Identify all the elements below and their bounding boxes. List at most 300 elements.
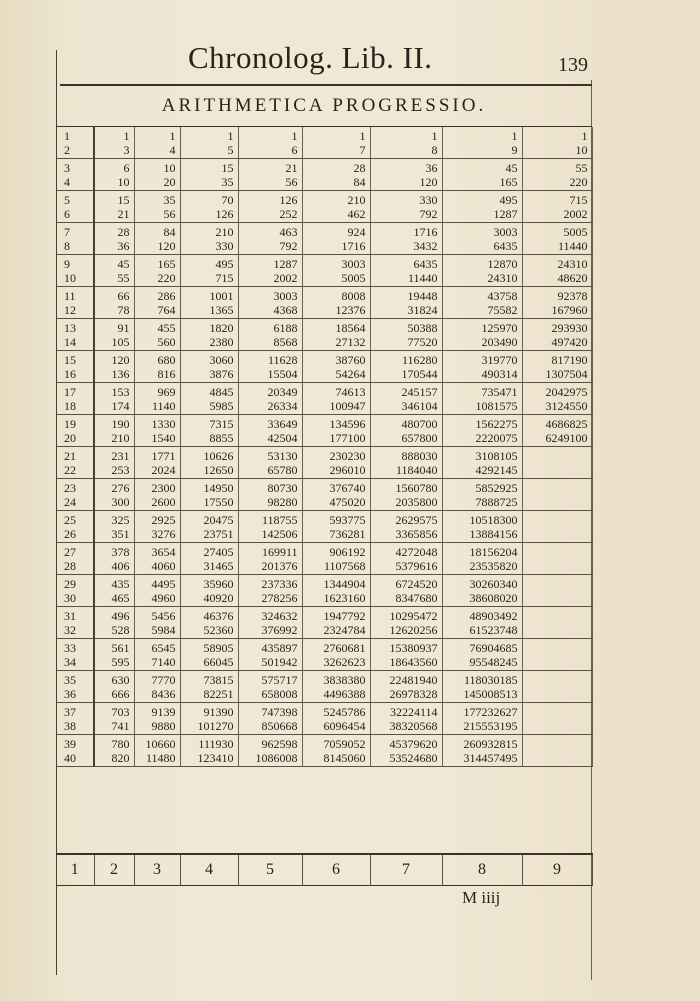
cell-value: 5984 [151,622,176,637]
table-cell [134,575,180,607]
running-title: Chronolog. Lib. II. [188,40,433,75]
table-cell [522,223,592,255]
cell-value: 53524680 [389,750,438,765]
cell-value: 5 [227,142,234,157]
cell-value: 658008 [261,686,298,701]
row-number: 23 [64,480,76,495]
table-cell [180,543,238,575]
cell-value [523,449,588,463]
cell-value: 118030185 [463,672,518,687]
cell-value: 2035800 [395,494,438,509]
cell-value [523,545,588,559]
cell-value: 495 [499,192,518,207]
table-cell [238,735,302,767]
cell-value: 32224114 [389,704,438,719]
table-cell [94,223,134,255]
cell-value: 15504 [267,366,298,381]
cell-value: 8 [431,142,438,157]
table-cell [238,447,302,479]
row-number: 24 [64,494,76,509]
cell-value: 11440 [407,270,438,285]
table-cell [302,639,370,671]
table-cell [238,255,302,287]
table-cell [522,351,592,383]
table-cell [238,703,302,735]
cell-value: 1 [227,128,234,143]
cell-value: 260932815 [463,736,518,751]
cell-value: 28 [117,224,130,239]
cell-value: 462 [347,206,366,221]
table-cell [180,287,238,319]
cell-value [523,623,588,637]
cell-value: 45 [117,256,130,271]
row-number: 5 [64,192,70,207]
cell-value: 764 [157,302,176,317]
cell-value: 82251 [203,686,234,701]
table-cell [94,159,134,191]
cell-value: 9139 [151,704,176,719]
cell-value: 816 [157,366,176,381]
table-cell [442,511,522,543]
table-cell [180,511,238,543]
cell-value: 4292145 [475,462,518,477]
cell-value: 203490 [481,334,518,349]
cell-value [523,705,588,719]
row-number: 1 [64,128,70,143]
cell-value: 56 [163,206,176,221]
cell-value: 1 [169,128,176,143]
progression-table [56,127,593,767]
row-number: 27 [64,544,76,559]
table-cell [94,351,134,383]
cell-value: 1771 [151,448,176,463]
row-number-cell [56,127,94,159]
cell-value: 1716 [341,238,366,253]
table-cell [134,479,180,511]
table-cell [180,479,238,511]
table-cell [94,735,134,767]
table-cell [522,607,592,639]
cell-value: 680 [157,352,176,367]
table-cell [302,735,370,767]
cell-value: 1086008 [255,750,298,765]
cell-value: 2760681 [323,640,366,655]
cell-value: 406 [111,558,130,573]
cell-value: 293930 [551,320,588,335]
cell-value: 80730 [267,480,298,495]
cell-value: 169911 [261,544,298,559]
cell-value: 215553195 [463,718,518,733]
cell-value: 6096454 [323,718,366,733]
cell-value: 666 [111,686,130,701]
row-number-cell [56,319,94,351]
cell-value [523,481,588,495]
cell-value [523,719,588,733]
cell-value: 6724520 [395,576,438,591]
cell-value: 1365 [209,302,234,317]
cell-value: 1560780 [395,480,438,495]
cell-value: 11440 [557,238,588,253]
cell-value: 125970 [481,320,518,335]
table-cell [94,255,134,287]
table-cell [442,415,522,447]
cell-value: 65780 [267,462,298,477]
cell-value: 560 [157,334,176,349]
table-cell [180,319,238,351]
cell-value: 253 [111,462,130,477]
cell-value: 12376 [335,302,366,317]
table-cell [180,735,238,767]
row-number: 12 [64,302,76,317]
row-number-cell [56,639,94,671]
cell-value: 75582 [487,302,518,317]
cell-value: 7140 [151,654,176,669]
cell-value: 8145060 [323,750,366,765]
cell-value: 2300 [151,480,176,495]
cell-value: 10660 [145,736,176,751]
table-cell [180,575,238,607]
table-cell [238,543,302,575]
cell-value: 55 [117,270,130,285]
cell-value: 12620256 [389,622,438,637]
signature-mark: M iiij [462,888,501,907]
table-cell [370,191,442,223]
cell-value: 561 [111,640,130,655]
table-cell [180,703,238,735]
row-number: 16 [64,366,76,381]
table-cell [370,255,442,287]
table-cell [94,511,134,543]
cell-value: 319770 [481,352,518,367]
cell-value: 13884156 [469,526,518,541]
cell-value: 98280 [267,494,298,509]
row-number: 14 [64,334,76,349]
cell-value: 3108105 [475,448,518,463]
cell-value: 924 [347,224,366,239]
row-number-cell [56,543,94,575]
cell-value: 123410 [197,750,234,765]
cell-value [523,641,588,655]
cell-value: 490314 [481,366,518,381]
table-cell [134,735,180,767]
row-number: 34 [64,654,76,669]
cell-value: 1287 [273,256,298,271]
table-cell [180,351,238,383]
cell-value: 45 [505,160,518,175]
cell-value: 42504 [267,430,298,445]
row-number: 15 [64,352,76,367]
table-cell [522,735,592,767]
cell-value: 595 [111,654,130,669]
cell-value: 575717 [261,672,298,687]
cell-value: 969 [157,384,176,399]
cell-value: 10518300 [469,512,518,527]
cell-value: 26334 [267,398,298,413]
cell-value: 5985 [209,398,234,413]
table-cell [370,607,442,639]
cell-value: 5456 [151,608,176,623]
table-cell [302,543,370,575]
table-row [56,447,592,479]
cell-value: 496 [111,608,130,623]
cell-value: 5005 [341,270,366,285]
cell-value: 2629575 [395,512,438,527]
cell-value: 1330 [151,416,176,431]
table-cell [522,287,592,319]
cell-value: 145008513 [463,686,518,701]
cell-value: 351 [111,526,130,541]
cell-value: 27132 [335,334,366,349]
table-cell [442,223,522,255]
table-cell [134,447,180,479]
cell-value: 4495 [151,576,176,591]
table-cell [442,479,522,511]
cell-value: 22481940 [389,672,438,687]
cell-value: 12870 [487,256,518,271]
table-cell [302,575,370,607]
table-cell [370,479,442,511]
cell-value [523,673,588,687]
cell-value: 4060 [151,558,176,573]
cell-value: 48620 [557,270,588,285]
column-index: 2 [94,854,134,886]
cell-value: 52360 [203,622,234,637]
table-cell [522,479,592,511]
table-cell [134,607,180,639]
cell-value: 3876 [209,366,234,381]
cell-value: 10 [575,142,588,157]
cell-value: 278256 [261,590,298,605]
table-cell [522,511,592,543]
column-index: 1 [56,854,94,886]
table-cell [94,447,134,479]
table-row [56,479,592,511]
cell-value: 21 [285,160,298,175]
cell-value: 8568 [273,334,298,349]
row-number-cell [56,575,94,607]
row-number: 7 [64,224,70,239]
row-number: 33 [64,640,76,655]
cell-value [523,591,588,605]
table-cell [180,159,238,191]
table-cell [442,671,522,703]
table-row [56,511,592,543]
cell-value: 4686825 [545,416,588,431]
row-number: 19 [64,416,76,431]
table-row [56,543,592,575]
cell-value: 220 [569,174,588,189]
table-cell [522,639,592,671]
row-number: 31 [64,608,76,623]
column-index: 3 [134,854,180,886]
table-cell [442,383,522,415]
cell-value: 888030 [401,448,438,463]
cell-value: 24310 [557,256,588,271]
cell-value: 48903492 [469,608,518,623]
row-number: 32 [64,622,76,637]
row-number: 18 [64,398,76,413]
row-number: 30 [64,590,76,605]
table-cell [302,191,370,223]
cell-value: 741 [111,718,130,733]
cell-value: 116280 [401,352,438,367]
cell-value: 1623160 [323,590,366,605]
cell-value: 43758 [487,288,518,303]
cell-value: 3262623 [323,654,366,669]
row-number: 35 [64,672,76,687]
row-number-cell [56,447,94,479]
cell-value: 325 [111,512,130,527]
table-cell [94,383,134,415]
cell-value: 2002 [273,270,298,285]
table-cell [94,191,134,223]
cell-value: 4368 [273,302,298,317]
cell-value: 6 [291,142,298,157]
cell-value: 2925 [151,512,176,527]
table-cell [370,575,442,607]
table-cell [134,415,180,447]
table-row [56,639,592,671]
cell-value: 19448 [407,288,438,303]
row-number: 37 [64,704,76,719]
cell-value: 210 [347,192,366,207]
cell-value: 66045 [203,654,234,669]
table-cell [238,383,302,415]
table-title: ARITHMETICA PROGRESSIO. [56,86,592,127]
cell-value: 230230 [329,448,366,463]
cell-value: 3654 [151,544,176,559]
table-cell [302,287,370,319]
table-cell [94,639,134,671]
row-number: 9 [64,256,70,271]
cell-value: 463 [279,224,298,239]
cell-value: 3365856 [395,526,438,541]
table-cell [370,351,442,383]
table-cell [370,383,442,415]
cell-value: 7059052 [323,736,366,751]
cell-value: 38760 [335,352,366,367]
cell-value: 11628 [267,352,298,367]
cell-value: 76904685 [469,640,518,655]
cell-value: 9 [511,142,518,157]
cell-value: 220 [157,270,176,285]
cell-value: 23535820 [469,558,518,573]
cell-value: 31824 [407,302,438,317]
cell-value: 1562275 [475,416,518,431]
table-cell [180,191,238,223]
cell-value: 56 [285,174,298,189]
cell-value: 84 [353,174,366,189]
row-number: 2 [64,142,70,157]
table-row [56,575,592,607]
table-cell [522,703,592,735]
cell-value: 74613 [335,384,366,399]
table-cell [370,671,442,703]
row-number: 29 [64,576,76,591]
cell-value: 6 [123,160,130,175]
table-cell [180,607,238,639]
table-cell [370,127,442,159]
row-number-cell [56,383,94,415]
cell-value: 2024 [151,462,176,477]
cell-value: 8347680 [395,590,438,605]
cell-value [523,751,588,765]
table-cell [94,319,134,351]
cell-value: 24310 [487,270,518,285]
row-number-cell [56,287,94,319]
cell-value: 1820 [209,320,234,335]
table-cell [522,383,592,415]
table-cell [238,159,302,191]
cell-value: 101270 [197,718,234,733]
table-cell [180,223,238,255]
cell-value: 61523748 [469,622,518,637]
table-cell [238,511,302,543]
cell-value: 100947 [329,398,366,413]
table-cell [134,223,180,255]
row-number: 20 [64,430,76,445]
row-number: 17 [64,384,76,399]
cell-value: 286 [157,288,176,303]
cell-value: 296010 [329,462,366,477]
cell-value: 120 [419,174,438,189]
cell-value: 170544 [401,366,438,381]
row-number-cell [56,191,94,223]
table-cell [442,319,522,351]
table-cell [522,191,592,223]
cell-value: 6249100 [545,430,588,445]
cell-value: 780 [111,736,130,751]
cell-value: 8855 [209,430,234,445]
table-cell [442,191,522,223]
cell-value: 495 [215,256,234,271]
cell-value: 3003 [273,288,298,303]
cell-value: 28 [353,160,366,175]
cell-value: 210 [111,430,130,445]
cell-value: 165 [157,256,176,271]
row-number-cell [56,671,94,703]
cell-value: 17550 [203,494,234,509]
table-cell [94,607,134,639]
cell-value: 45379620 [389,736,438,751]
table-cell [238,415,302,447]
cell-value: 14950 [203,480,234,495]
cell-value: 480700 [401,416,438,431]
cell-value: 1 [581,128,588,143]
row-number-cell [56,735,94,767]
row-number-cell [56,159,94,191]
cell-value: 15 [221,160,234,175]
cell-value: 15 [117,192,130,207]
table-cell [442,351,522,383]
cell-value: 314457495 [463,750,518,765]
cell-value: 657800 [401,430,438,445]
column-index: 5 [238,854,302,886]
table-cell [180,639,238,671]
cell-value: 58905 [203,640,234,655]
row-number-cell [56,223,94,255]
cell-value: 817190 [551,352,588,367]
cell-value: 9880 [151,718,176,733]
table-cell [134,383,180,415]
cell-value: 3 [123,142,130,157]
cell-value: 747398 [261,704,298,719]
table-cell [302,319,370,351]
cell-value: 23751 [203,526,234,541]
cell-value: 26978328 [389,686,438,701]
cell-value: 435897 [261,640,298,655]
column-index: 7 [370,854,442,886]
